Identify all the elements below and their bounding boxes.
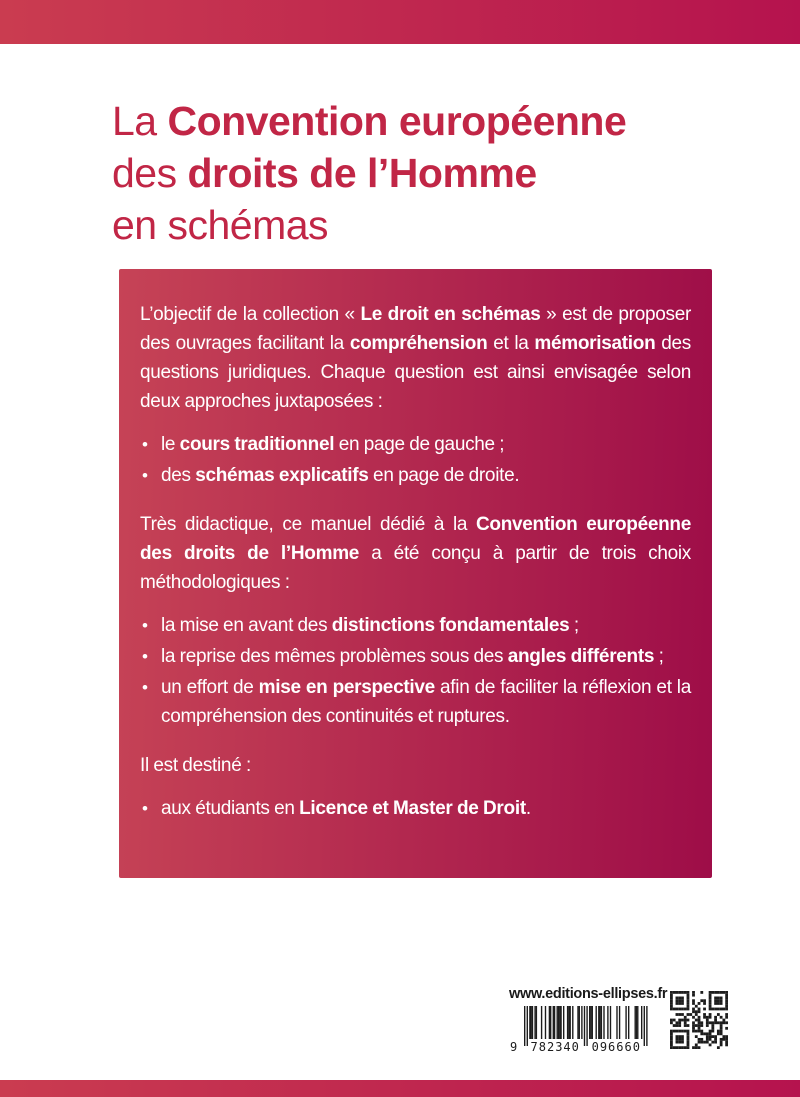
book-title-line: La Convention européenne [112,98,627,144]
bullet-icon: • [142,678,148,697]
card-bullet-text: la mise en avant des distinctions fondamentales ; [161,615,579,636]
book-title-line: des droits de l’Homme [112,150,537,196]
card-bullet-item [140,611,691,640]
top-brand-bar [0,0,800,44]
back-cover-panel [119,269,712,878]
card-bullet-item [140,673,691,731]
card-bullet-item [140,461,691,490]
svg-text:9: 9 [510,1040,519,1053]
qr-svg [670,991,728,1049]
svg-text:782340: 782340 [530,1040,580,1053]
bullet-icon: • [142,799,148,818]
card-bullet-item [140,642,691,671]
card-paragraph: Il est destiné : [140,755,251,776]
card-paragraph: L’objectif de la collection « Le droit en schémas » est de proposer des ouvrages facilitant la compréhension et la mémorisation des questions juridiques. Chaque question est ainsi envisagée selon deux approches juxtaposées : [140,304,691,412]
publisher-website: www.editions-ellipses.fr [509,986,668,1002]
card-paragraph: Très didactique, ce manuel dédié à la Convention européenne des droits de l’Homme a été conçu à partir de trois choix méthodologiques : [140,514,691,593]
bullet-icon: • [142,647,148,666]
svg-text:096660: 096660 [591,1040,641,1053]
ean-barcode [504,1006,656,1053]
card-bullet-list [140,794,691,823]
card-bullet-list [140,611,691,731]
card-bullet-text: aux étudiants en Licence et Master de Droit. [161,798,531,819]
card-content [140,300,691,823]
card-bullet-item [140,430,691,459]
barcode-svg [504,1006,656,1053]
bottom-brand-bar [0,1080,800,1097]
book-title-line: en schémas [112,202,329,248]
bullet-icon: • [142,616,148,635]
card-bullet-text: des schémas explicatifs en page de droite. [161,465,520,486]
qr-code-icon [670,991,728,1049]
card-bullet-text: le cours traditionnel en page de gauche ; [161,434,505,455]
card-bullet-text: un effort de mise en perspective afin de faciliter la réflexion et la compréhension des continuités et ruptures. [161,677,691,727]
bullet-icon: • [142,435,148,454]
bullet-icon: • [142,466,148,485]
card-bullet-text: la reprise des mêmes problèmes sous des angles différents ; [161,646,664,667]
book-title [112,95,732,251]
card-bullet-list [140,430,691,490]
card-bullet-item [140,794,691,823]
